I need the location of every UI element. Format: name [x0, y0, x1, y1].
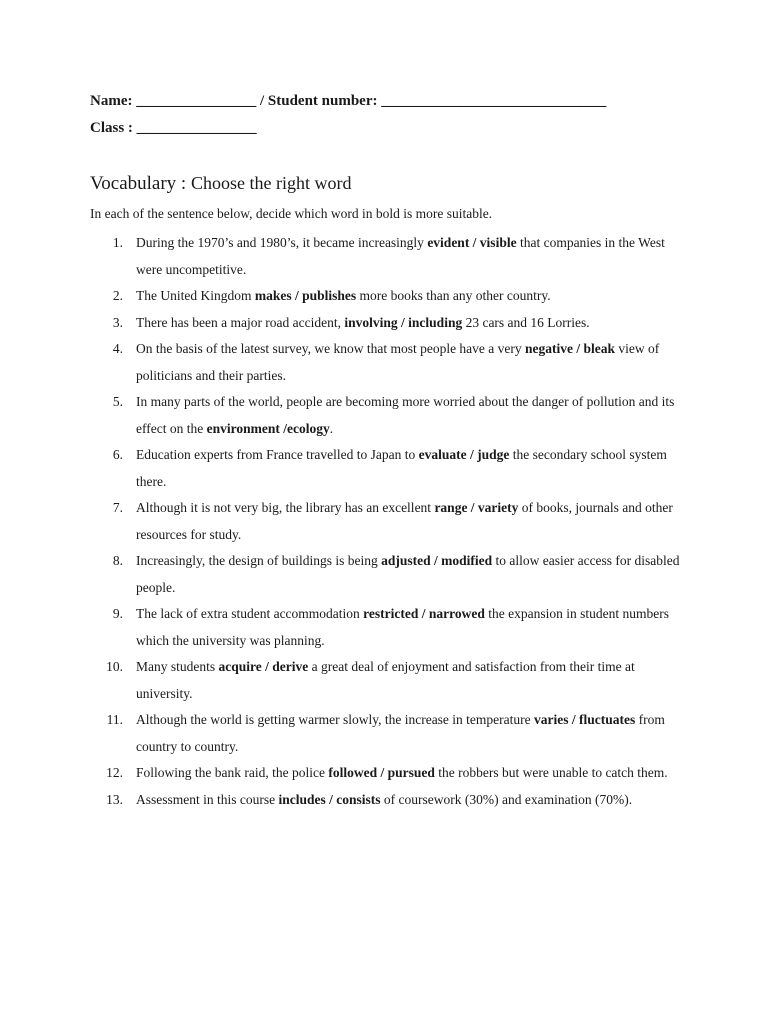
question-text-after: a great deal of enjoyment and satisfaction from their time at university. — [136, 659, 635, 701]
question-text-before: Many students — [136, 659, 219, 674]
word-choice: negative / bleak — [525, 341, 616, 356]
question-text-after: view of politicians and their parties. — [136, 341, 660, 383]
heading-title: Vocabulary : — [90, 173, 191, 194]
question-number: 8. — [112, 553, 123, 568]
question-item — [90, 310, 690, 337]
question-text-after: the expansion in student numbers which the university was planning. — [136, 606, 669, 648]
word-choice: range / variety — [434, 500, 519, 515]
question-text-before: Following the bank raid, the police — [136, 765, 329, 780]
question-number: 9. — [112, 606, 123, 621]
section-heading — [90, 173, 351, 195]
heading-subtitle: Choose the right word — [190, 173, 352, 193]
word-choice: evaluate / judge — [418, 447, 510, 462]
word-choice: followed / pursued — [328, 765, 435, 780]
question-number: 2. — [112, 288, 123, 303]
question-list — [90, 230, 690, 813]
question-text-after: more books than any other country. — [356, 288, 551, 303]
question-text-before: Assessment in this course — [136, 791, 279, 807]
question-text-after: the robbers but were unable to catch them. — [434, 765, 668, 780]
instruction-text: In each of the sentence below, decide which word in bold is more suitable. — [90, 206, 493, 221]
question-text-after: to allow easier access for disabled people. — [136, 553, 680, 595]
word-choice: involving / including — [344, 314, 463, 330]
question-text-before: Increasingly, the design of buildings is being — [136, 553, 382, 568]
question-item — [90, 336, 690, 389]
question-number: 6. — [112, 447, 123, 462]
question-item — [90, 283, 690, 310]
question-item — [90, 230, 690, 283]
question-text-before: Although it is not very big, the library has an excellent — [136, 500, 435, 515]
word-choice: adjusted / modified — [381, 553, 493, 568]
question-number: 10. — [106, 659, 123, 674]
word-choice: includes / consists — [278, 791, 381, 807]
word-choice: restricted / narrowed — [363, 606, 485, 621]
question-item — [90, 601, 690, 654]
word-choice: acquire / derive — [218, 659, 309, 674]
question-item — [90, 760, 690, 787]
word-choice: makes / publishes — [254, 288, 357, 303]
word-choice: environment /ecology — [206, 420, 330, 436]
question-text-before: The United Kingdom — [136, 288, 255, 303]
question-text-after: the secondary school system there. — [136, 447, 667, 489]
question-text-after: of books, journals and other resources for study. — [136, 500, 673, 542]
question-number: 4. — [112, 341, 123, 356]
class-line: Class : ________________ — [90, 120, 257, 136]
question-item — [90, 707, 690, 760]
question-text-before: On the basis of the latest survey, we know that most people have a very — [136, 341, 526, 356]
word-choice: varies / fluctuates — [534, 712, 636, 727]
question-item — [90, 495, 690, 548]
question-text-before: There has been a major road accident, — [136, 314, 345, 330]
question-number: 7. — [112, 500, 123, 515]
question-number: 11. — [106, 712, 123, 727]
question-text-before: The lack of extra student accommodation — [136, 606, 364, 621]
question-text-before: Education experts from France travelled to Japan to — [136, 447, 419, 462]
question-item — [90, 787, 690, 814]
question-item — [90, 389, 690, 442]
question-text-before: During the 1970’s and 1980’s, it became increasingly — [136, 235, 428, 250]
question-text-after: that companies in the West were uncompetitive. — [136, 235, 665, 277]
question-item — [90, 654, 690, 707]
name-student-number-line: Name: ________________ / Student number: ______________________________ — [90, 93, 607, 109]
question-number: 1. — [112, 235, 123, 250]
question-number: 13. — [106, 791, 123, 807]
word-choice: evident / visible — [427, 235, 517, 250]
question-text-after: from country to country. — [136, 712, 665, 754]
question-text-before: In many parts of the world, people are becoming more worried about the danger of pollution and its effect on the — [136, 394, 675, 436]
question-text-after: . — [329, 420, 334, 436]
question-number: 5. — [112, 394, 123, 409]
question-text-after: of coursework (30%) and examination (70%). — [380, 791, 633, 807]
question-text-before: Although the world is getting warmer slowly, the increase in temperature — [136, 712, 535, 727]
question-item — [90, 442, 690, 495]
question-number: 12. — [106, 765, 123, 780]
question-number: 3. — [112, 314, 123, 330]
question-text-after: 23 cars and 16 Lorries. — [462, 314, 590, 330]
question-item — [90, 548, 690, 601]
